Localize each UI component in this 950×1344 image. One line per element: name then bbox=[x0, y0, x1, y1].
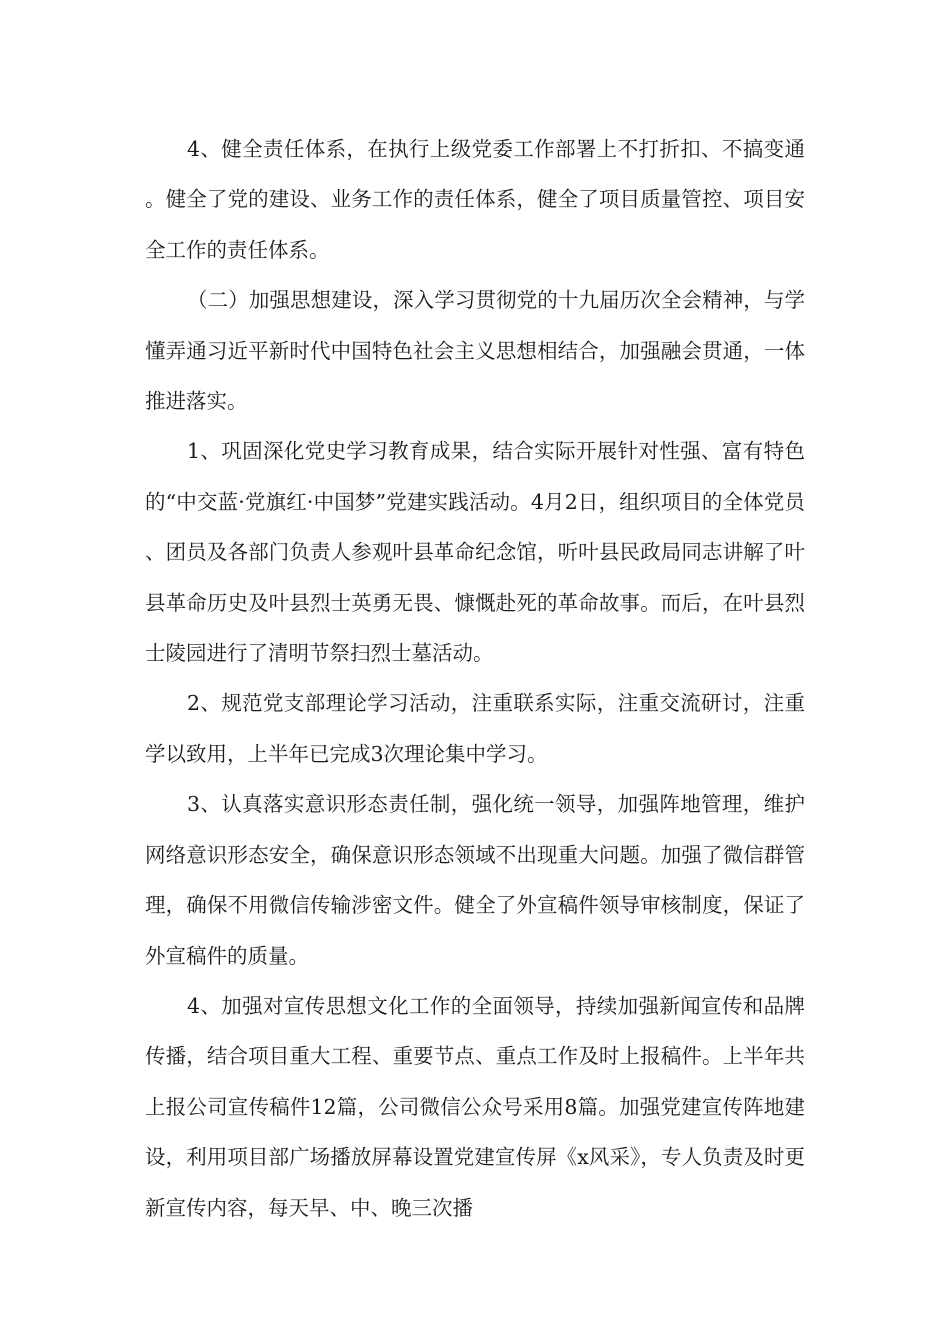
paragraph-responsibility-system: 4、健全责任体系，在执行上级党委工作部署上不打折扣、不搞变通。健全了党的建设、业务工作的责任体系，健全了项目质量管控、项目安全工作的责任体系。 bbox=[145, 137, 805, 262]
paragraph-ideology-responsibility: 3、认真落实意识形态责任制，强化统一领导，加强阵地管理，维护网络意识形态安全，确保意识形态领域不出现重大问题。加强了微信群管理，确保不用微信传输涉密文件。健全了外宣稿件领导审核制度，保证了外宣稿件的质量。 bbox=[145, 792, 805, 968]
document-body bbox=[145, 124, 805, 1233]
paragraph-theory-study: 2、规范党支部理论学习活动，注重联系实际，注重交流研讨，注重学以致用，上半年已完成3次理论集中学习。 bbox=[145, 691, 805, 766]
paragraph-publicity-work: 4、加强对宣传思想文化工作的全面领导，持续加强新闻宣传和品牌传播，结合项目重大工程、重要节点、重点工作及时上报稿件。上半年共上报公司宣传稿件12篇，公司微信公众号采用8篇。加强党建宣传阵地建设，利用项目部广场播放屏幕设置党建宣传屏《x风采》，专人负责及时更新宣传内容，每天早、中、晚三次播 bbox=[145, 993, 805, 1220]
paragraph-party-history-education: 1、巩固深化党史学习教育成果，结合实际开展针对性强、富有特色的“中交蓝·党旗红·中国梦”党建实践活动。4月2日，组织项目的全体党员、团员及各部门负责人参观叶县革命纪念馆，听叶县民政局同志讲解了叶县革命历史及叶县烈士英勇无畏、慷慨赴死的革命故事。而后，在叶县烈士陵园进行了清明节祭扫烈士墓活动。 bbox=[145, 439, 805, 666]
paragraph-ideological-building: （二）加强思想建设，深入学习贯彻党的十九届历次全会精神，与学懂弄通习近平新时代中国特色社会主义思想相结合，加强融会贯通，一体推进落实。 bbox=[145, 288, 805, 414]
